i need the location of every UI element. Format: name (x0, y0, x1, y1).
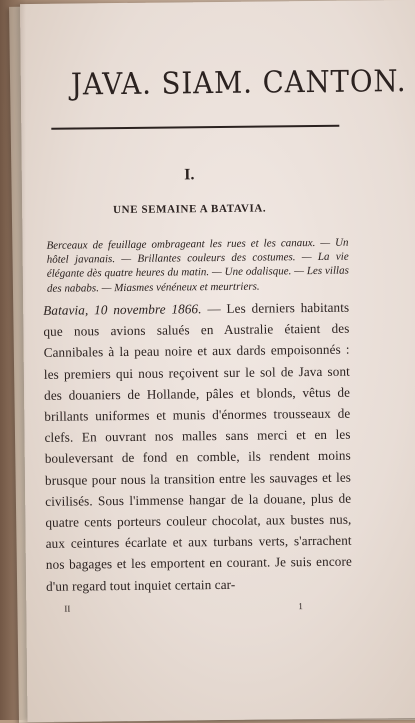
binding-shadow (0, 0, 26, 720)
body-date: Batavia, 10 novembre 1866. (43, 301, 202, 318)
chapter-number: I. (184, 166, 195, 184)
title-rule (51, 125, 339, 130)
book-page (20, 0, 415, 722)
signature-mark: II (64, 603, 71, 614)
body-text: — Les derniers habitants que nous avions salués en Australie étaient des Cannibales à la peau noire et aux dards empoisonnés : les premiers qui nous reçoivent sur le sol de Java sont des douaniers de Hollande, pâles et blonds, vêtus de brillants uniformes et munis d'énormes trousseaux de clefs. En ouvrant nos malles sans merci et en les bouleversant de fond en comble, ils rendent moins brusque pour nous la transition entre les sauvages et les civilisés. Sous l'immense hangar de la douane, plus de quatre cents porteurs couleur chocolat, aux bustes nus, aux ceintures écarlate et aux turbans verts, s'arrachent nos bagages et les emportent en courant. Je suis encore d'un regard tout inquiet certain car- (43, 299, 352, 594)
body-paragraph (43, 297, 352, 597)
chapter-summary: Berceaux de feuillage ombrageant les rues et les canaux. — Un hôtel javanais. — Brillantes couleurs des costumes. — La vie élégante dès quatre heures du matin. — Une odalisque. — Les villas des nababs. — Miasmes vénéneux et meurtriers. (46, 236, 349, 295)
page-mark: 1 (298, 601, 303, 612)
page-title: JAVA. SIAM. CANTON. (70, 64, 407, 103)
section-title: UNE SEMAINE A BATAVIA. (113, 202, 267, 217)
